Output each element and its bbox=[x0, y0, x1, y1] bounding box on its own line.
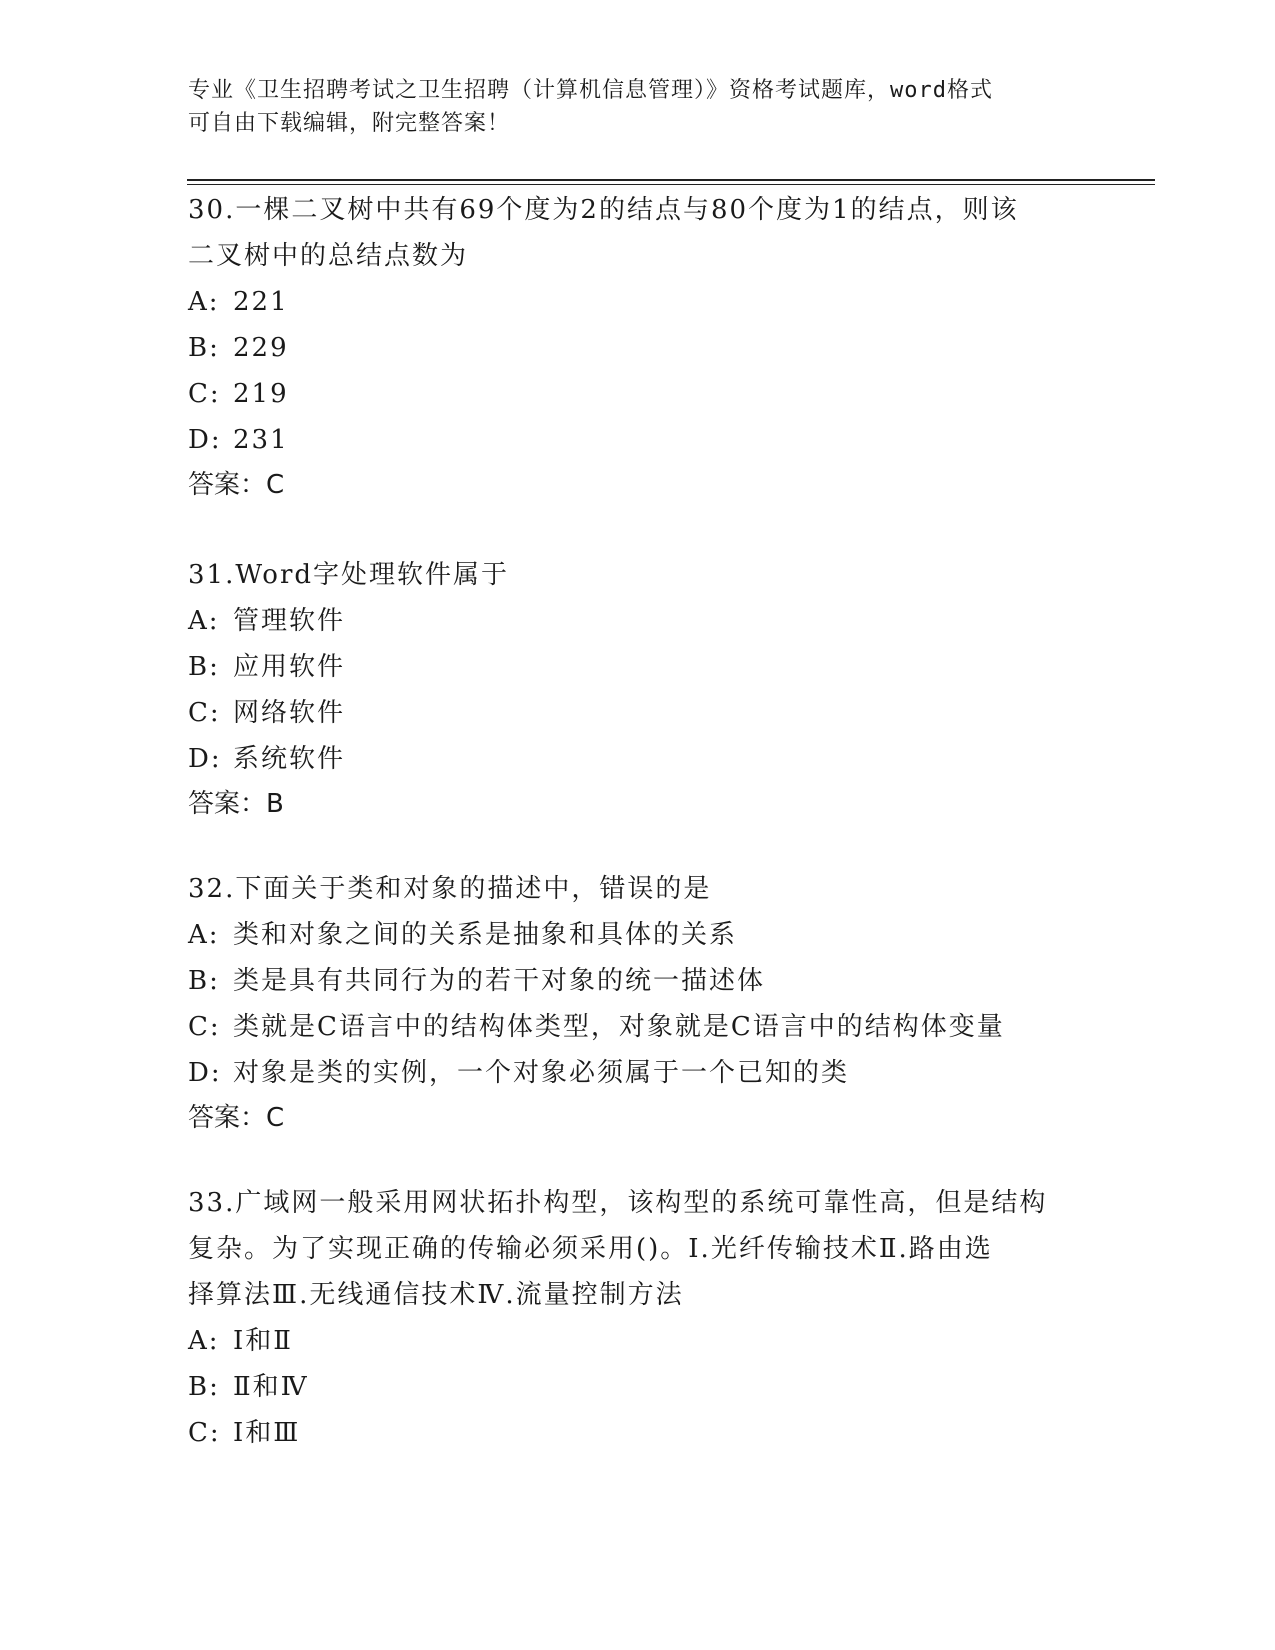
option-key: A: bbox=[188, 1326, 220, 1356]
question-stem: 30.一棵二叉树中共有69个度为2的结点与80个度为1的结点，则该 bbox=[188, 195, 1019, 225]
option-key: D: bbox=[188, 1058, 222, 1088]
option-key: D: bbox=[188, 425, 222, 455]
option-text: 219 bbox=[233, 379, 289, 409]
question-stem: 31.Word字处理软件属于 bbox=[188, 560, 510, 590]
option-key: C: bbox=[188, 379, 221, 409]
answer-line: 答案：B bbox=[188, 789, 284, 819]
option-key: A: bbox=[188, 287, 220, 317]
option-text: 对象是类的实例，一个对象必须属于一个已知的类 bbox=[233, 1058, 850, 1088]
option-text: 网络软件 bbox=[233, 698, 346, 728]
option-key: B: bbox=[188, 966, 220, 996]
option-text: 231 bbox=[233, 425, 289, 455]
question-stem: 32.下面关于类和对象的描述中，错误的是 bbox=[188, 874, 712, 904]
option-key: C: bbox=[188, 698, 221, 728]
option-key: C: bbox=[188, 1012, 221, 1042]
option-key: B: bbox=[188, 652, 220, 682]
option-a bbox=[188, 1318, 1088, 1364]
header-line-2: 可自由下载编辑，附完整答案！ bbox=[188, 111, 511, 136]
option-text: 类是具有共同行为的若干对象的统一描述体 bbox=[233, 966, 766, 996]
option-text: 系统软件 bbox=[233, 744, 346, 774]
option-b bbox=[188, 644, 1088, 690]
option-key: D: bbox=[188, 744, 222, 774]
option-key: A: bbox=[188, 920, 220, 950]
option-a bbox=[188, 598, 1088, 644]
header-rule-thin bbox=[187, 184, 1155, 185]
option-text: 229 bbox=[233, 333, 289, 363]
option-c bbox=[188, 1410, 1088, 1456]
question-33 bbox=[188, 1180, 1088, 1456]
option-text: 类就是C语言中的结构体类型，对象就是C语言中的结构体变量 bbox=[233, 1012, 1005, 1042]
option-a bbox=[188, 279, 1088, 325]
option-a bbox=[188, 912, 1088, 958]
option-key: B: bbox=[188, 1372, 220, 1402]
question-stem: 择算法Ⅲ.无线通信技术Ⅳ.流量控制方法 bbox=[188, 1280, 684, 1310]
option-b bbox=[188, 1364, 1088, 1410]
option-text: 221 bbox=[233, 287, 289, 317]
option-c bbox=[188, 690, 1088, 736]
answer-line: 答案：C bbox=[188, 1103, 285, 1133]
question-stem: 33.广域网一般采用网状拓扑构型，该构型的系统可靠性高，但是结构 bbox=[188, 1188, 1048, 1218]
option-d bbox=[188, 1050, 1088, 1096]
option-text: 应用软件 bbox=[233, 652, 346, 682]
question-stem: 二叉树中的总结点数为 bbox=[188, 241, 469, 271]
answer-line: 答案：C bbox=[188, 470, 285, 500]
option-c bbox=[188, 1004, 1088, 1050]
question-32 bbox=[188, 866, 1088, 1140]
option-key: C: bbox=[188, 1418, 221, 1448]
option-b bbox=[188, 325, 1088, 371]
option-text: Ⅱ和Ⅳ bbox=[233, 1372, 309, 1402]
option-text: 类和对象之间的关系是抽象和具体的关系 bbox=[233, 920, 738, 950]
option-text: 管理软件 bbox=[233, 606, 346, 636]
option-key: B: bbox=[188, 333, 220, 363]
option-text: Ⅰ和Ⅱ bbox=[233, 1326, 293, 1356]
header-rule bbox=[187, 179, 1155, 181]
option-d bbox=[188, 736, 1088, 782]
header-line-1: 专业《卫生招聘考试之卫生招聘（计算机信息管理）》资格考试题库，word格式 bbox=[188, 78, 993, 103]
option-key: A: bbox=[188, 606, 220, 636]
question-30 bbox=[188, 187, 1088, 507]
option-b bbox=[188, 958, 1088, 1004]
question-31 bbox=[188, 552, 1088, 826]
question-stem: 复杂。为了实现正确的传输必须采用()。Ⅰ.光纤传输技术Ⅱ.路由选 bbox=[188, 1234, 993, 1264]
option-text: Ⅰ和Ⅲ bbox=[233, 1418, 301, 1448]
document-header bbox=[188, 74, 1068, 140]
option-c bbox=[188, 371, 1088, 417]
option-d bbox=[188, 417, 1088, 463]
